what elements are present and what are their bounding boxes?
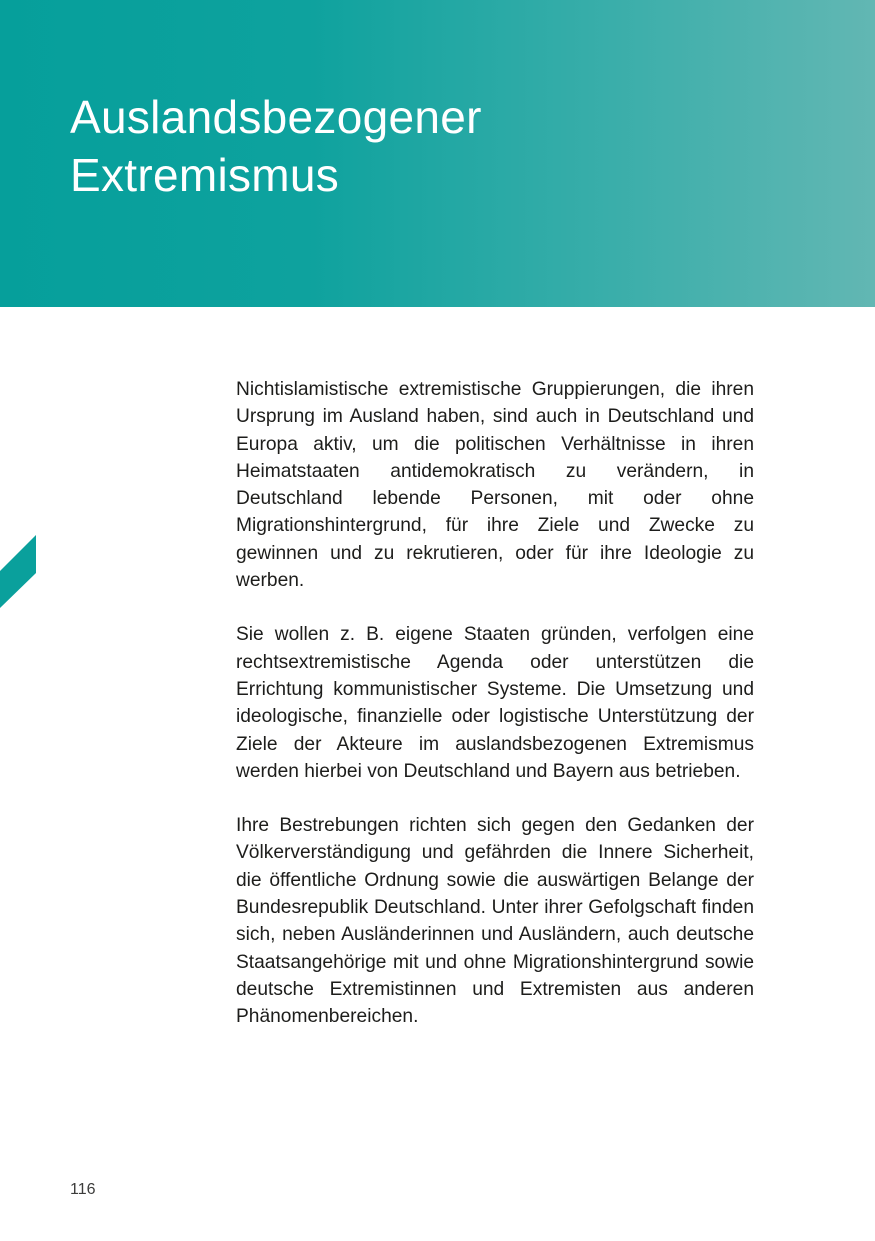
page-title [70, 88, 482, 204]
body-text [236, 376, 754, 1058]
paragraph-3: Ihre Bestrebungen richten sich gegen den Gedanken der Völkerverständigung und gefährden die Innere Sicherheit, die öffentliche Ordnung sowie die auswärtigen Belange der Bundesrepublik Deutschland. Unter ihrer Gefolgschaft finden sich, neben Ausländerinnen und Ausländern, auch deutsche Staatsangehörige mit und ohne Migrationshintergrund sowie deutsche Extremistinnen und Extremisten aus anderen Phänomenbereichen. [236, 815, 754, 1028]
section-marker-icon [0, 535, 36, 608]
paragraph-2: Sie wollen z. B. eigene Staaten gründen, verfolgen eine rechtsextremistische Agenda oder unterstützen die Errichtung kommunistischer Systeme. Die Umsetzung und ideologische, finanzielle oder logistische Unterstützung der Ziele der Akteure im auslandsbezogenen Extremismus werden hierbei von Deutschland und Bayern aus betrieben. [236, 624, 754, 782]
page-title-line-1: Auslandsbezogener [70, 91, 482, 143]
page-number: 116 [70, 1181, 96, 1198]
paragraph-1: Nichtislamistische extremistische Gruppierungen, die ihren Ursprung im Ausland haben, sind auch in Deutschland und Europa aktiv, um die politischen Verhältnisse in ihren Heimatstaaten antidemokratisch zu verändern, in Deutschland lebende Personen, mit oder ohne Migrationshintergrund, für ihre Ziele und Zwecke zu gewinnen und zu rekrutieren, oder für ihre Ideologie zu werben. [236, 379, 754, 592]
page-title-line-2: Extremismus [70, 149, 340, 201]
